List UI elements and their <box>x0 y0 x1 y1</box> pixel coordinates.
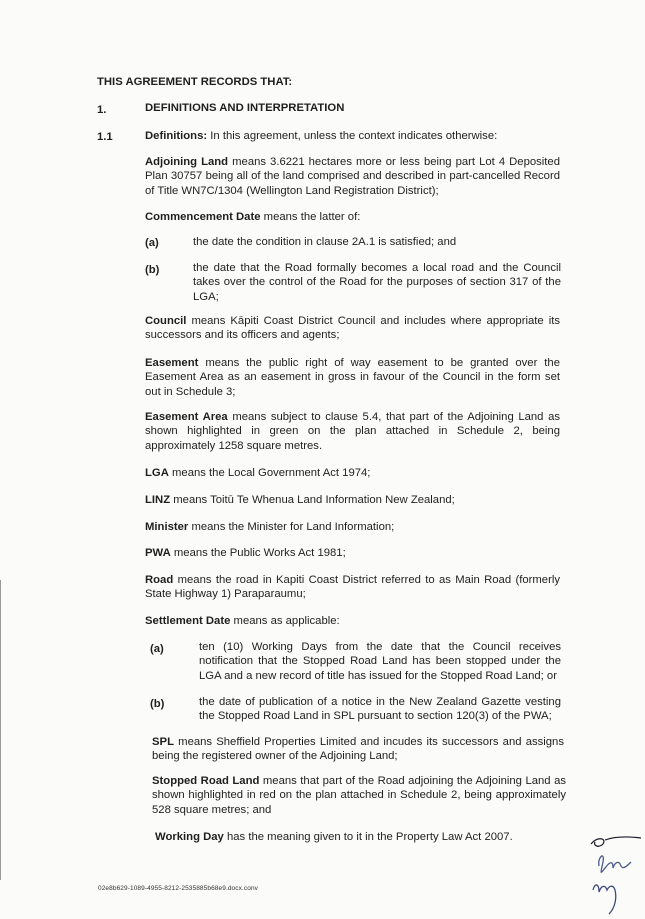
def-text: means the Minister for Land Information; <box>191 521 395 533</box>
def-term: SPL <box>152 736 174 748</box>
commencement-item-b: the date that the Road formally becomes a local road and the Council takes over the control of the Road for the purposes of section 317 of the LGA; <box>193 262 561 303</box>
def-pwa <box>145 546 346 560</box>
def-spl <box>152 735 564 764</box>
def-term: Minister <box>145 521 189 533</box>
subsection-heading <box>145 129 497 143</box>
def-term: Council <box>145 315 187 327</box>
def-easement <box>145 356 560 399</box>
def-council <box>145 314 560 343</box>
def-settlement-date <box>145 614 340 628</box>
def-term: Commencement Date <box>145 211 261 223</box>
def-text: means the road in Kapiti Coast District referred to as Main Road (formerly State Highway 1) Paraparaumu; <box>145 574 561 601</box>
section-title: DEFINITIONS AND INTERPRETATION <box>145 102 345 114</box>
subsection-title: Definitions: <box>145 130 208 142</box>
def-text: means the Local Government Act 1974; <box>172 467 371 479</box>
def-text: means Kāpiti Coast District Council and includes where appropriate its successors and its officers and agents; <box>145 315 560 342</box>
def-term: Stopped Road Land <box>152 775 260 787</box>
def-text: means subject to clause 5.4, that part of the Adjoining Land as shown highlighted in green on the plan attached in Schedule 2, being approximately 1258 square metres. <box>145 411 561 452</box>
list-label: (b) <box>145 264 160 276</box>
def-text: has the meaning given to it in the Property Law Act 2007. <box>226 831 513 843</box>
def-text: means 3.6221 hectares more or less being part Lot 4 Deposited Plan 30757 being all of the land comprised and described in part-cancelled Record of Title WN7C/1304 (Wellington Land Registration District); <box>145 156 561 197</box>
def-text: means that part of the Road adjoining the Adjoining Land as shown highlighted in red on the plan attached in Schedule 2, being approximately 528 square metres; and <box>152 775 566 816</box>
def-term: LGA <box>145 467 169 479</box>
settlement-item-a: ten (10) Working Days from the date that the Council receives notification that the Stopped Road Land has been stopped under the LGA and a new record of title has issued for the Stopped Road Land; or <box>199 641 561 682</box>
def-term: Easement <box>145 357 199 369</box>
document-footer-id: 02e8b629-1089-4955-8212-2535885b68e9.docx.conv <box>98 885 259 892</box>
settlement-item-b: the date of publication of a notice in the New Zealand Gazette vesting the Stopped Road Land in SPL pursuant to section 120(3) of the PWA; <box>199 696 561 723</box>
def-text: means the Public Works Act 1981; <box>173 547 346 559</box>
agreement-heading: THIS AGREEMENT RECORDS THAT: <box>97 76 293 88</box>
page-edge-line <box>0 580 1 880</box>
def-adjoining-land <box>145 155 560 198</box>
list-label: (a) <box>150 643 164 655</box>
commencement-item-a: the date the condition in clause 2A.1 is satisfied; and <box>193 236 457 248</box>
def-lga <box>145 466 370 480</box>
def-road <box>145 573 560 602</box>
def-text: means Sheffield Properties Limited and incudes its successors and assigns being the registered owner of the Adjoining Land; <box>152 736 564 763</box>
list-label: (a) <box>145 237 159 249</box>
def-term: Road <box>145 574 174 586</box>
def-text: means the latter of: <box>263 211 361 223</box>
def-easement-area <box>145 410 560 453</box>
def-text: means the public right of way easement to be granted over the Easement Area as an easement in gross in favour of the Council in the form set out in Schedule 3; <box>145 357 560 398</box>
def-term: Working Day <box>155 831 224 843</box>
def-text: means Toitū Te Whenua Land Information New Zealand; <box>173 494 455 506</box>
def-working-day <box>155 830 513 844</box>
def-term: PWA <box>145 547 171 559</box>
def-linz <box>145 493 455 507</box>
subsection-intro: In this agreement, unless the context indicates otherwise: <box>210 130 498 142</box>
def-term: Settlement Date <box>145 615 231 627</box>
list-label: (b) <box>150 698 165 710</box>
def-minister <box>145 520 394 534</box>
handwritten-initials-signature <box>585 828 643 916</box>
def-text: means as applicable: <box>233 615 340 627</box>
def-stopped-road-land <box>152 774 566 817</box>
def-term: Easement Area <box>145 411 228 423</box>
def-commencement-date <box>145 210 560 224</box>
def-term: Adjoining Land <box>145 156 229 168</box>
section-number: 1. <box>97 104 107 116</box>
subsection-number: 1.1 <box>97 131 113 143</box>
def-term: LINZ <box>145 494 171 506</box>
